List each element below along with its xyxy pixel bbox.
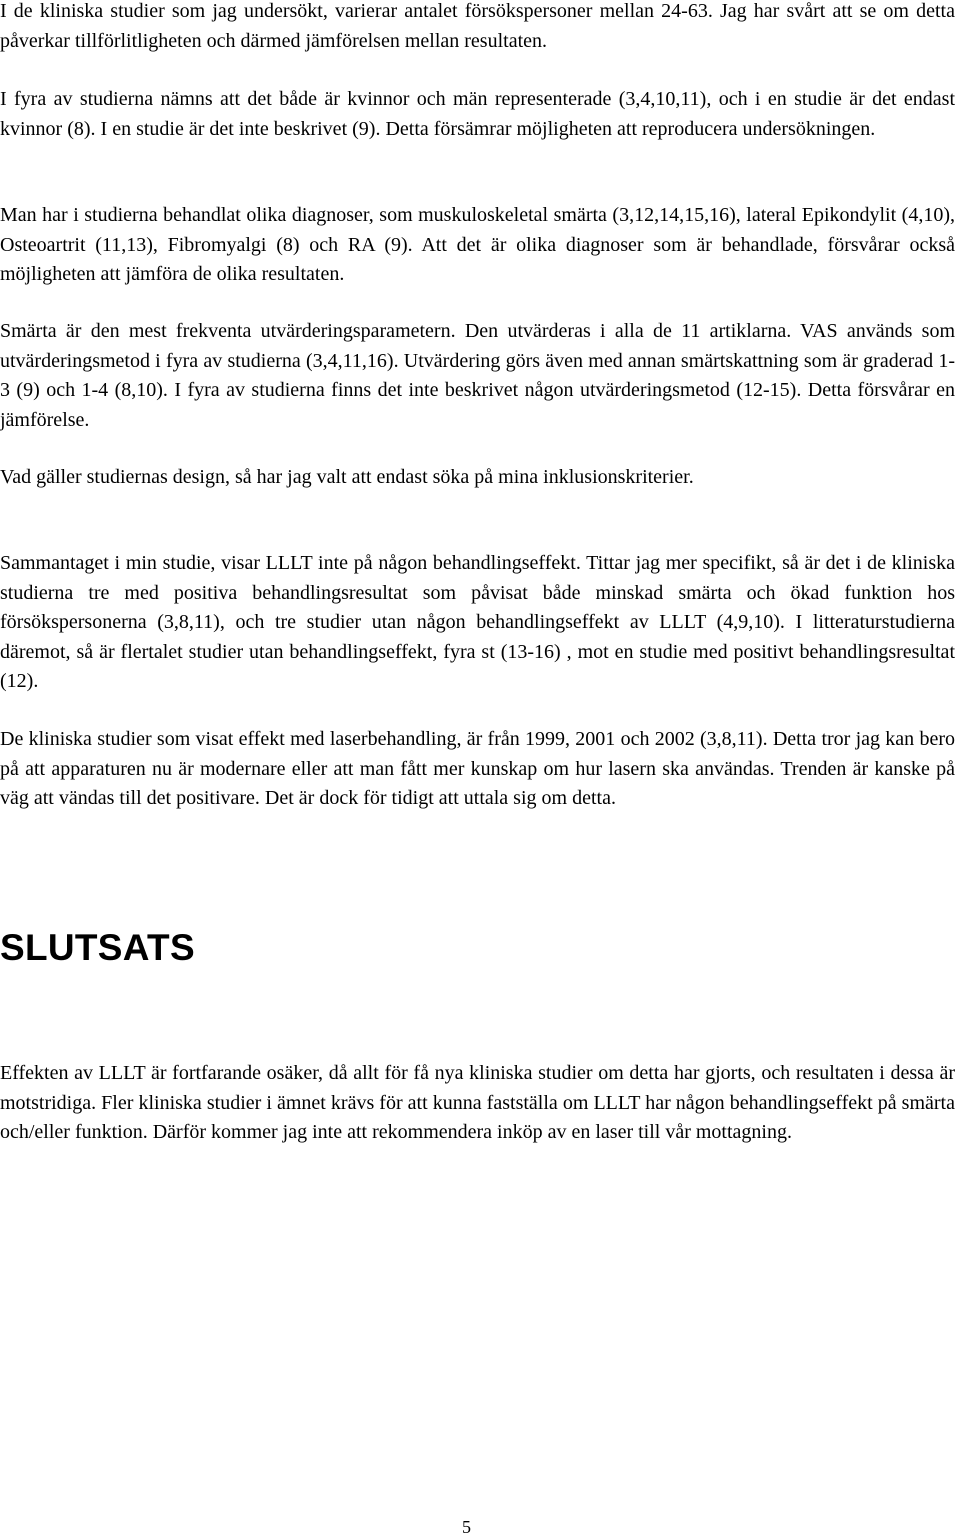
paragraph-summary: Sammantaget i min studie, visar LLLT inte på någon behandlingseffekt. Tittar jag mer specifikt, så är det i de kliniska studierna tre med positiva behandlingsresultat som påvisat både minskad smärta och ökad funktion hos försökspersonerna (3,8,11), och tre studier utan någon behandlingseffekt av LLLT (4,9,10). I litteraturstudierna däremot, så är flertalet studier utan behandlingseffekt, fyra st (13-16) , mot en studie med positivt behandlingsresultat (12). xyxy=(0,552,955,692)
paragraph-diagnoses: Man har i studierna behandlat olika diagnoser, som muskuloskeletal smärta (3,12,14,15,16), lateral Epikondylit (4,10), Osteoartrit (11,13), Fibromyalgi (8) och RA (9). Att det är olika diagnoser som är behandlade, försvårar också möjligheten att jämföra de olika resultaten. xyxy=(0,204,955,285)
paragraph-conclusion: Effekten av LLLT är fortfarande osäker, då allt för få nya kliniska studier om detta har gjorts, och resultaten i dessa är motstridiga. Fler kliniska studier i ämnet krävs för att kunna fastställa om LLLT har någon behandlingseffekt på smärta och/eller funktion. Därför kommer jag inte att rekommendera inköp av en laser till vår mottagning. xyxy=(0,1062,955,1143)
paragraph-gender-representation: I fyra av studierna nämns att det både är kvinnor och män representerade (3,4,10,11), och i en studie är det endast kvinnor (8). I en studie är det inte beskrivet (9). Detta försämrar möjligheten att reproducera undersökningen. xyxy=(0,88,955,140)
page-number: 5 xyxy=(462,1517,471,1537)
paragraph-study-design: Vad gäller studiernas design, så har jag valt att endast söka på mina inklusionskriterier. xyxy=(0,466,694,488)
paragraph-pain-evaluation: Smärta är den mest frekventa utvärderingsparametern. Den utvärderas i alla de 11 artiklarna. VAS används som utvärderingsmetod i fyra av studierna (3,4,11,16). Utvärdering görs även med annan smärtskattning som är graderad 1-3 (9) och 1-4 (8,10). I fyra av studierna finns det inte beskrivet någon utvärderingsmetod (12-15). Detta försvårar en jämförelse. xyxy=(0,320,955,431)
paragraph-participant-count: I de kliniska studier som jag undersökt, varierar antalet försökspersoner mellan 24-63. Jag har svårt att se om detta påverkar tillförlitligheten och därmed jämförelsen mellan resultaten. xyxy=(0,0,955,52)
section-heading-conclusion: SLUTSATS xyxy=(0,927,195,968)
paragraph-effect-studies: De kliniska studier som visat effekt med laserbehandling, är från 1999, 2001 och 2002 (3,8,11). Detta tror jag kan bero på att apparaturen nu är modernare eller att man fått mer kunskap om hur lasern ska användas. Trenden är kanske på väg att vändas till det positivare. Det är dock för tidigt att uttala sig om detta. xyxy=(0,728,955,809)
